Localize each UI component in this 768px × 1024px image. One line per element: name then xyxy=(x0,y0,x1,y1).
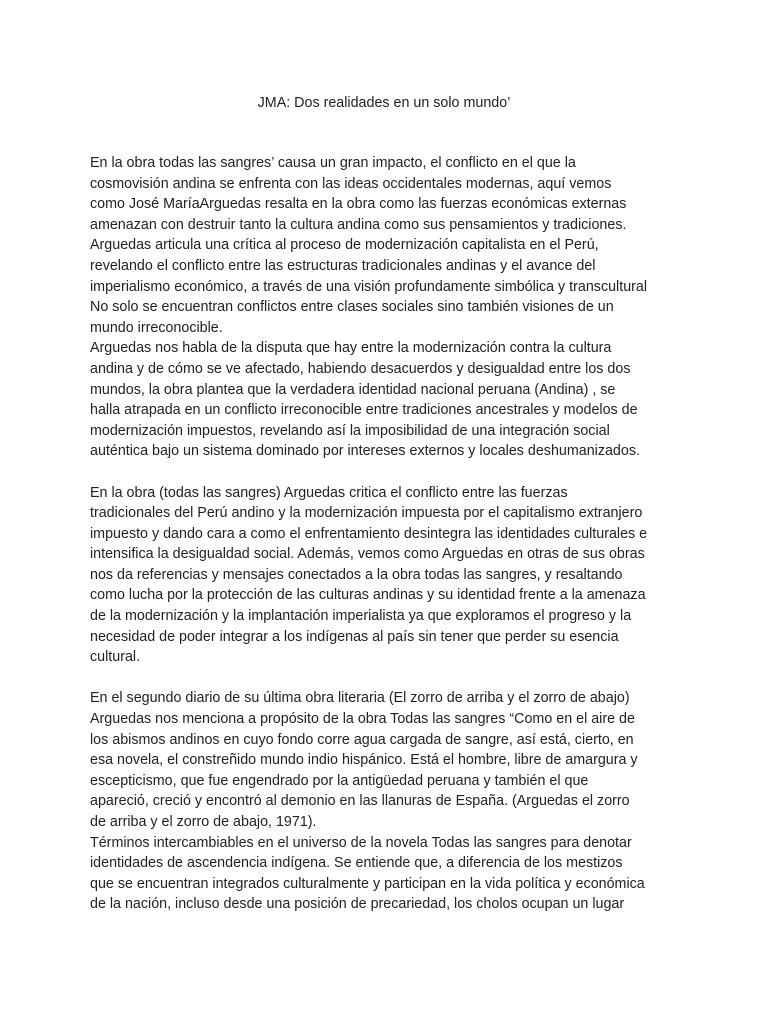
text-line: Arguedas articula una crítica al proceso de modernización capitalista en el Perú, xyxy=(90,237,599,254)
text-line: escepticismo, que fue engendrado por la antigüedad peruana y también el que xyxy=(90,772,589,789)
text-line: de arriba y el zorro de abajo, 1971). xyxy=(90,814,317,830)
text-line: apareció, creció y encontró al demonio en las llanuras de España. (Arguedas el zorro xyxy=(90,793,630,810)
text-line: andina y de cómo se ve afectado, habiendo desacuerdos y desigualdad entre los dos xyxy=(90,360,631,377)
text-line: mundos, la obra plantea que la verdadera identidad nacional peruana (Andina) , se xyxy=(90,381,616,398)
text-line: cultural. xyxy=(90,649,141,666)
text-line: nos da referencias y mensajes conectados a la obra todas las sangres, y resaltando xyxy=(90,566,623,583)
text-line: En la obra todas las sangres’ causa un gran impacto, el conflicto en el que la xyxy=(90,155,576,171)
text-line: identidades de ascendencia indígena. Se entiende que, a diferencia de los mestizos xyxy=(90,855,623,872)
paragraph-gap xyxy=(90,462,690,483)
text-line: de la nación, incluso desde una posición de precariedad, los cholos ocupan un lugar xyxy=(90,896,625,913)
text-line: impuesto y dando cara a como el enfrentamiento desintegra las identidades culturales e xyxy=(90,525,648,542)
text-line: auténtica bajo un sistema dominado por intereses externos y locales deshumanizados. xyxy=(90,443,640,460)
text-line: modernización impuestos, revelando así la imposibilidad de una integración social xyxy=(90,422,610,439)
text-line: revelando el conflicto entre las estructuras tradicionales andinas y el avance del xyxy=(90,257,596,274)
text-line: como José MaríaArguedas resalta en la obra como las fuerzas económicas externas xyxy=(90,196,627,213)
text-line: Términos intercambiables en el universo de la novela Todas las sangres para denotar xyxy=(90,834,632,851)
text-line: los abismos andinos en cuyo fondo corre agua cargada de sangre, así está, cierto, en xyxy=(90,731,634,748)
text-line: halla atrapada en un conflicto irreconocible entre tradiciones ancestrales y modelos de xyxy=(90,402,638,419)
text-line: necesidad de poder integrar a los indígenas al país sin tener que perder su esencia xyxy=(90,628,619,645)
text-line: mundo irreconocible. xyxy=(90,319,223,336)
text-line: No solo se encuentran conflictos entre clases sociales sino también visiones de un xyxy=(90,299,614,316)
document-body xyxy=(90,153,690,915)
text-line: En la obra (todas las sangres) Arguedas critica el conflicto entre las fuerzas xyxy=(90,484,568,501)
text-line: amenazan con destruir tanto la cultura andina como sus pensamientos y tradiciones. xyxy=(90,216,627,233)
paragraph-gap xyxy=(90,668,690,689)
text-line: imperialismo económico, a través de una visión profundamente simbólica y transcultural xyxy=(90,278,648,295)
text-line: Arguedas nos menciona a propósito de la obra Todas las sangres “Como en el aire de xyxy=(90,711,635,728)
text-line: esa novela, el constreñido mundo indio hispánico. Está el hombre, libre de amargura y xyxy=(90,752,638,769)
text-line: Arguedas nos habla de la disputa que hay entre la modernización contra la cultura xyxy=(90,340,612,357)
text-line: como lucha por la protección de las culturas andinas y su identidad frente a la amenaza xyxy=(90,587,646,604)
text-line: En el segundo diario de su última obra literaria (El zorro de arriba y el zorro de abajo) xyxy=(90,690,630,707)
text-line: de la modernización y la implantación imperialista ya que exploramos el progreso y la xyxy=(90,608,632,625)
text-line: que se encuentran integrados culturalmente y participan en la vida política y económica xyxy=(90,875,645,892)
text-line: cosmovisión andina se enfrenta con las ideas occidentales modernas, aquí vemos xyxy=(90,175,612,192)
text-line: tradicionales del Perú andino y la modernización impuesta por el capitalismo extranjero xyxy=(90,505,643,522)
document-title: JMA: Dos realidades en un solo mundo’ xyxy=(257,95,511,111)
text-line: intensifica la desigualdad social. Además, vemos como Arguedas en otras de sus obras xyxy=(90,546,645,563)
